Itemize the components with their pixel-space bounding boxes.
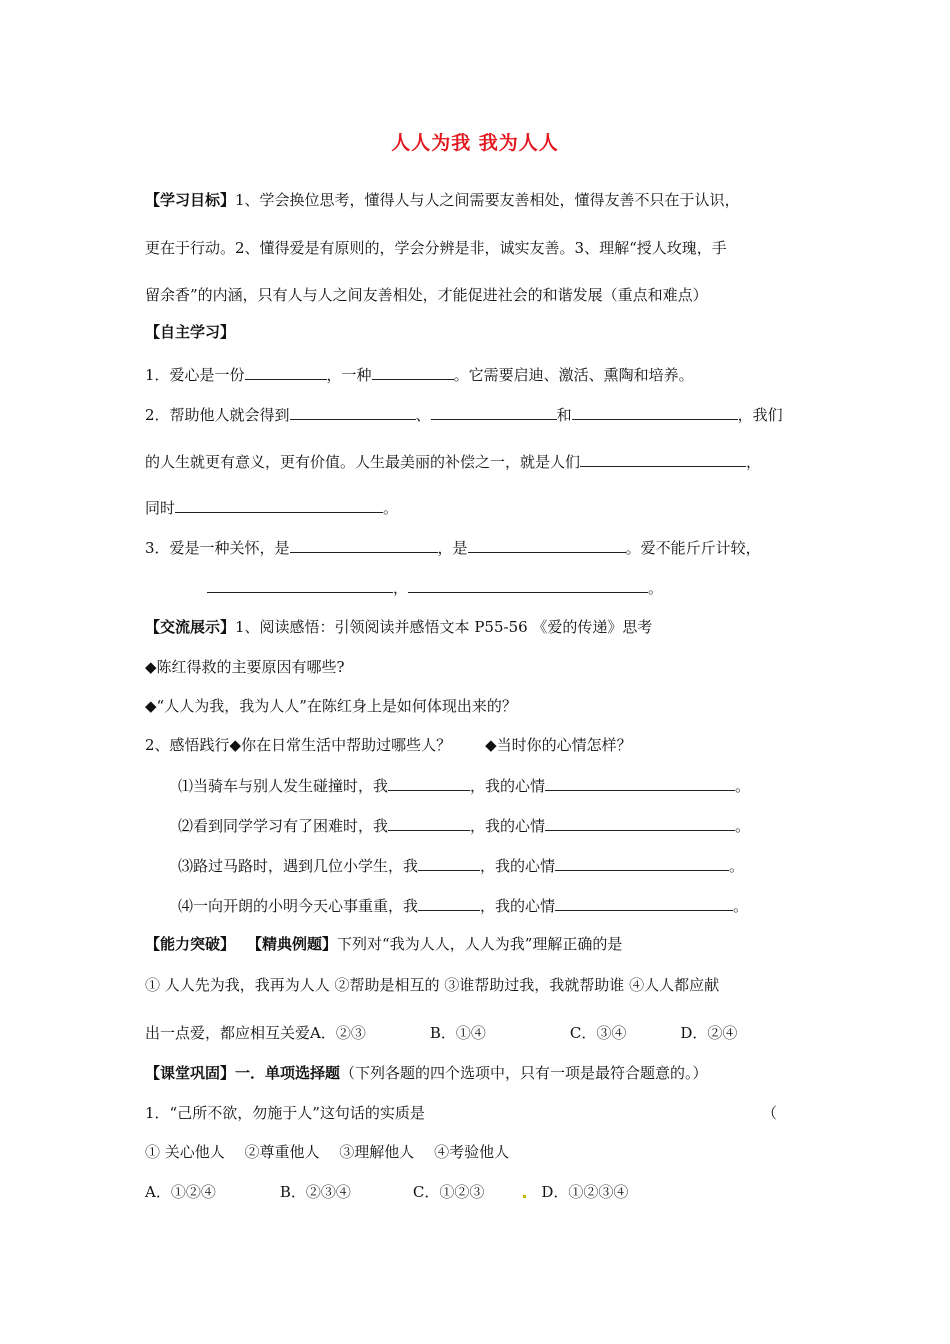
q3-text-b: ，是 — [437, 539, 468, 557]
q3-blank-3[interactable] — [207, 578, 393, 593]
consolidate-option-a[interactable]: A．①②④ — [145, 1183, 216, 1201]
q2-text-line3-end: 。 — [383, 499, 399, 517]
q2-text-line3: 同时 — [145, 499, 176, 517]
decorative-dot — [523, 1195, 526, 1198]
item-4-text-c: 。 — [733, 897, 749, 915]
objectives-label: 【学习目标】 — [145, 191, 236, 209]
consolidate-option-d[interactable]: D．①②③④ — [541, 1183, 629, 1201]
item-1-text-b: ，我的心情 — [470, 777, 546, 795]
item-3-text-a: ⑶路过马路时，遇到几位小学生，我 — [178, 857, 419, 875]
ability-line-3 — [145, 1023, 737, 1043]
q1-text-a: 1．爱心是一份 — [145, 366, 245, 384]
ability-label: 【能力突破】 — [145, 935, 236, 953]
item-3-blank-2[interactable] — [555, 856, 729, 871]
q3-blank-2[interactable] — [468, 538, 626, 553]
objectives-line-1 — [145, 190, 740, 210]
item-4-blank-2[interactable] — [555, 896, 733, 911]
ability-text-3: 出一点爱，都应相互关爱 — [145, 1024, 311, 1042]
consolidate-q1-paren: （ — [762, 1104, 778, 1122]
objectives-text-1: 1、学会换位思考，懂得人与人之间需要友善相处，懂得友善不只在于认识， — [235, 191, 740, 209]
practice-item-3 — [178, 856, 744, 876]
item-3-text-c: 。 — [729, 857, 745, 875]
exchange-line-1 — [145, 617, 652, 637]
self-study-q1 — [145, 365, 694, 385]
self-study-q3-line-2 — [207, 578, 663, 598]
self-study-q3-line-1 — [145, 538, 761, 558]
page-title: 人人为我 我为人人 — [391, 132, 559, 154]
objectives-line-2: 更在于行动。2、懂得爱是有原则的，学会分辨是非，诚实友善。3、理解“授人玫瑰，手 — [145, 239, 727, 257]
consolidate-line-1 — [145, 1063, 708, 1083]
q2-text-a: 2．帮助他人就会得到 — [145, 406, 290, 424]
q2-text-d: ，我们 — [737, 406, 783, 424]
consolidate-instruction: （下列各题的四个选项中，只有一项是最符合题意的。） — [340, 1064, 708, 1082]
consolidate-option-c[interactable]: C．①②③ — [412, 1183, 485, 1201]
consolidate-option-b[interactable]: B．②③④ — [279, 1183, 351, 1201]
q2-blank-1[interactable] — [290, 405, 416, 420]
consolidate-options — [145, 1182, 628, 1202]
q2-blank-5[interactable] — [175, 498, 383, 513]
self-study-q2-line-3 — [145, 498, 398, 518]
ability-question: 下列对“我为人人，人人为我”理解正确的是 — [337, 935, 623, 953]
exchange-label: 【交流展示】 — [145, 618, 236, 636]
item-2-text-b: ，我的心情 — [470, 817, 546, 835]
consolidate-label: 【课堂巩固】 — [145, 1064, 236, 1082]
q1-text-c: 。它需要启迪、激活、熏陶和培养。 — [453, 366, 694, 384]
consolidate-choices: ① 关心他人 ②尊重他人 ③理解他人 ④考验他人 — [145, 1143, 510, 1161]
consolidate-q1-text: 1．“己所不欲，勿施于人”这句话的实质是 — [145, 1104, 425, 1122]
item-3-blank-1[interactable] — [418, 856, 480, 871]
self-study-q2-line-1 — [145, 405, 783, 425]
ability-option-c[interactable]: C．③④ — [569, 1024, 627, 1042]
practice-item-4 — [178, 896, 748, 916]
consolidate-q1 — [145, 1103, 425, 1123]
objectives-line-3: 留余香”的内涵，只有人与人之间友善相处，才能促进社会的和谐发展（重点和难点） — [145, 286, 708, 304]
item-1-text-a: ⑴当骑车与别人发生碰撞时，我 — [178, 777, 389, 795]
item-2-text-c: 。 — [735, 817, 751, 835]
q3-blank-1[interactable] — [290, 538, 438, 553]
ability-line-1 — [145, 934, 622, 954]
ability-line-2: ① 人人先为我，我再为人人 ②帮助是相互的 ③谁帮助过我，我就帮助谁 ④人人都应献 — [145, 976, 720, 994]
item-3-text-b: ，我的心情 — [480, 857, 556, 875]
exchange-bullet-2: ◆“人人为我，我为人人”在陈红身上是如何体现出来的？ — [145, 697, 517, 715]
item-4-text-b: ，我的心情 — [480, 897, 556, 915]
q3-text-e: 。 — [648, 579, 664, 597]
item-2-blank-2[interactable] — [545, 816, 735, 831]
q1-blank-2[interactable] — [372, 365, 454, 380]
q1-text-b: ，一种 — [326, 366, 372, 384]
ability-option-a[interactable]: A．②③ — [310, 1024, 366, 1042]
exchange-text-1: 1、阅读感悟：引领阅读并感悟文本 P55-56 《爱的传递》思考 — [235, 618, 653, 636]
q2-blank-4[interactable] — [580, 452, 746, 467]
q2-text-b: 、 — [415, 406, 431, 424]
ability-option-b[interactable]: B．①④ — [429, 1024, 486, 1042]
q2-text-c: 和 — [556, 406, 572, 424]
item-4-blank-1[interactable] — [418, 896, 480, 911]
practice-text-2: ◆当时你的心情怎样？ — [485, 736, 632, 754]
consolidate-section: 一．单项选择题 — [235, 1064, 341, 1082]
practice-item-2 — [178, 816, 750, 836]
q2-blank-2[interactable] — [431, 405, 557, 420]
item-4-text-a: ⑷一向开朗的小明今天心事重重，我 — [178, 897, 419, 915]
practice-item-1 — [178, 776, 750, 796]
q2-text-line2-end: ， — [746, 453, 762, 471]
self-study-q2-line-2 — [145, 452, 761, 472]
item-1-blank-1[interactable] — [388, 776, 470, 791]
example-label: 【精典例题】 — [247, 935, 338, 953]
q2-blank-3[interactable] — [572, 405, 738, 420]
item-1-text-c: 。 — [735, 777, 751, 795]
q3-text-a: 3．爱是一种关怀，是 — [145, 539, 290, 557]
q3-blank-4[interactable] — [408, 578, 648, 593]
self-study-label: 【自主学习】 — [145, 323, 236, 341]
item-2-blank-1[interactable] — [388, 816, 470, 831]
q3-text-d: ， — [393, 579, 409, 597]
exchange-bullet-1: ◆陈红得救的主要原因有哪些? — [145, 658, 345, 676]
q2-text-line2: 的人生就更有意义，更有价值。人生最美丽的补偿之一，就是人们 — [145, 453, 581, 471]
item-2-text-a: ⑵看到同学学习有了困难时，我 — [178, 817, 389, 835]
practice-text: 2、感悟践行◆你在日常生活中帮助过哪些人？ — [145, 736, 452, 754]
item-1-blank-2[interactable] — [545, 776, 735, 791]
q3-text-c: 。爱不能斤斤计较， — [625, 539, 761, 557]
exchange-practice — [145, 735, 632, 755]
ability-option-d[interactable]: D．②④ — [680, 1024, 738, 1042]
q1-blank-1[interactable] — [245, 365, 327, 380]
